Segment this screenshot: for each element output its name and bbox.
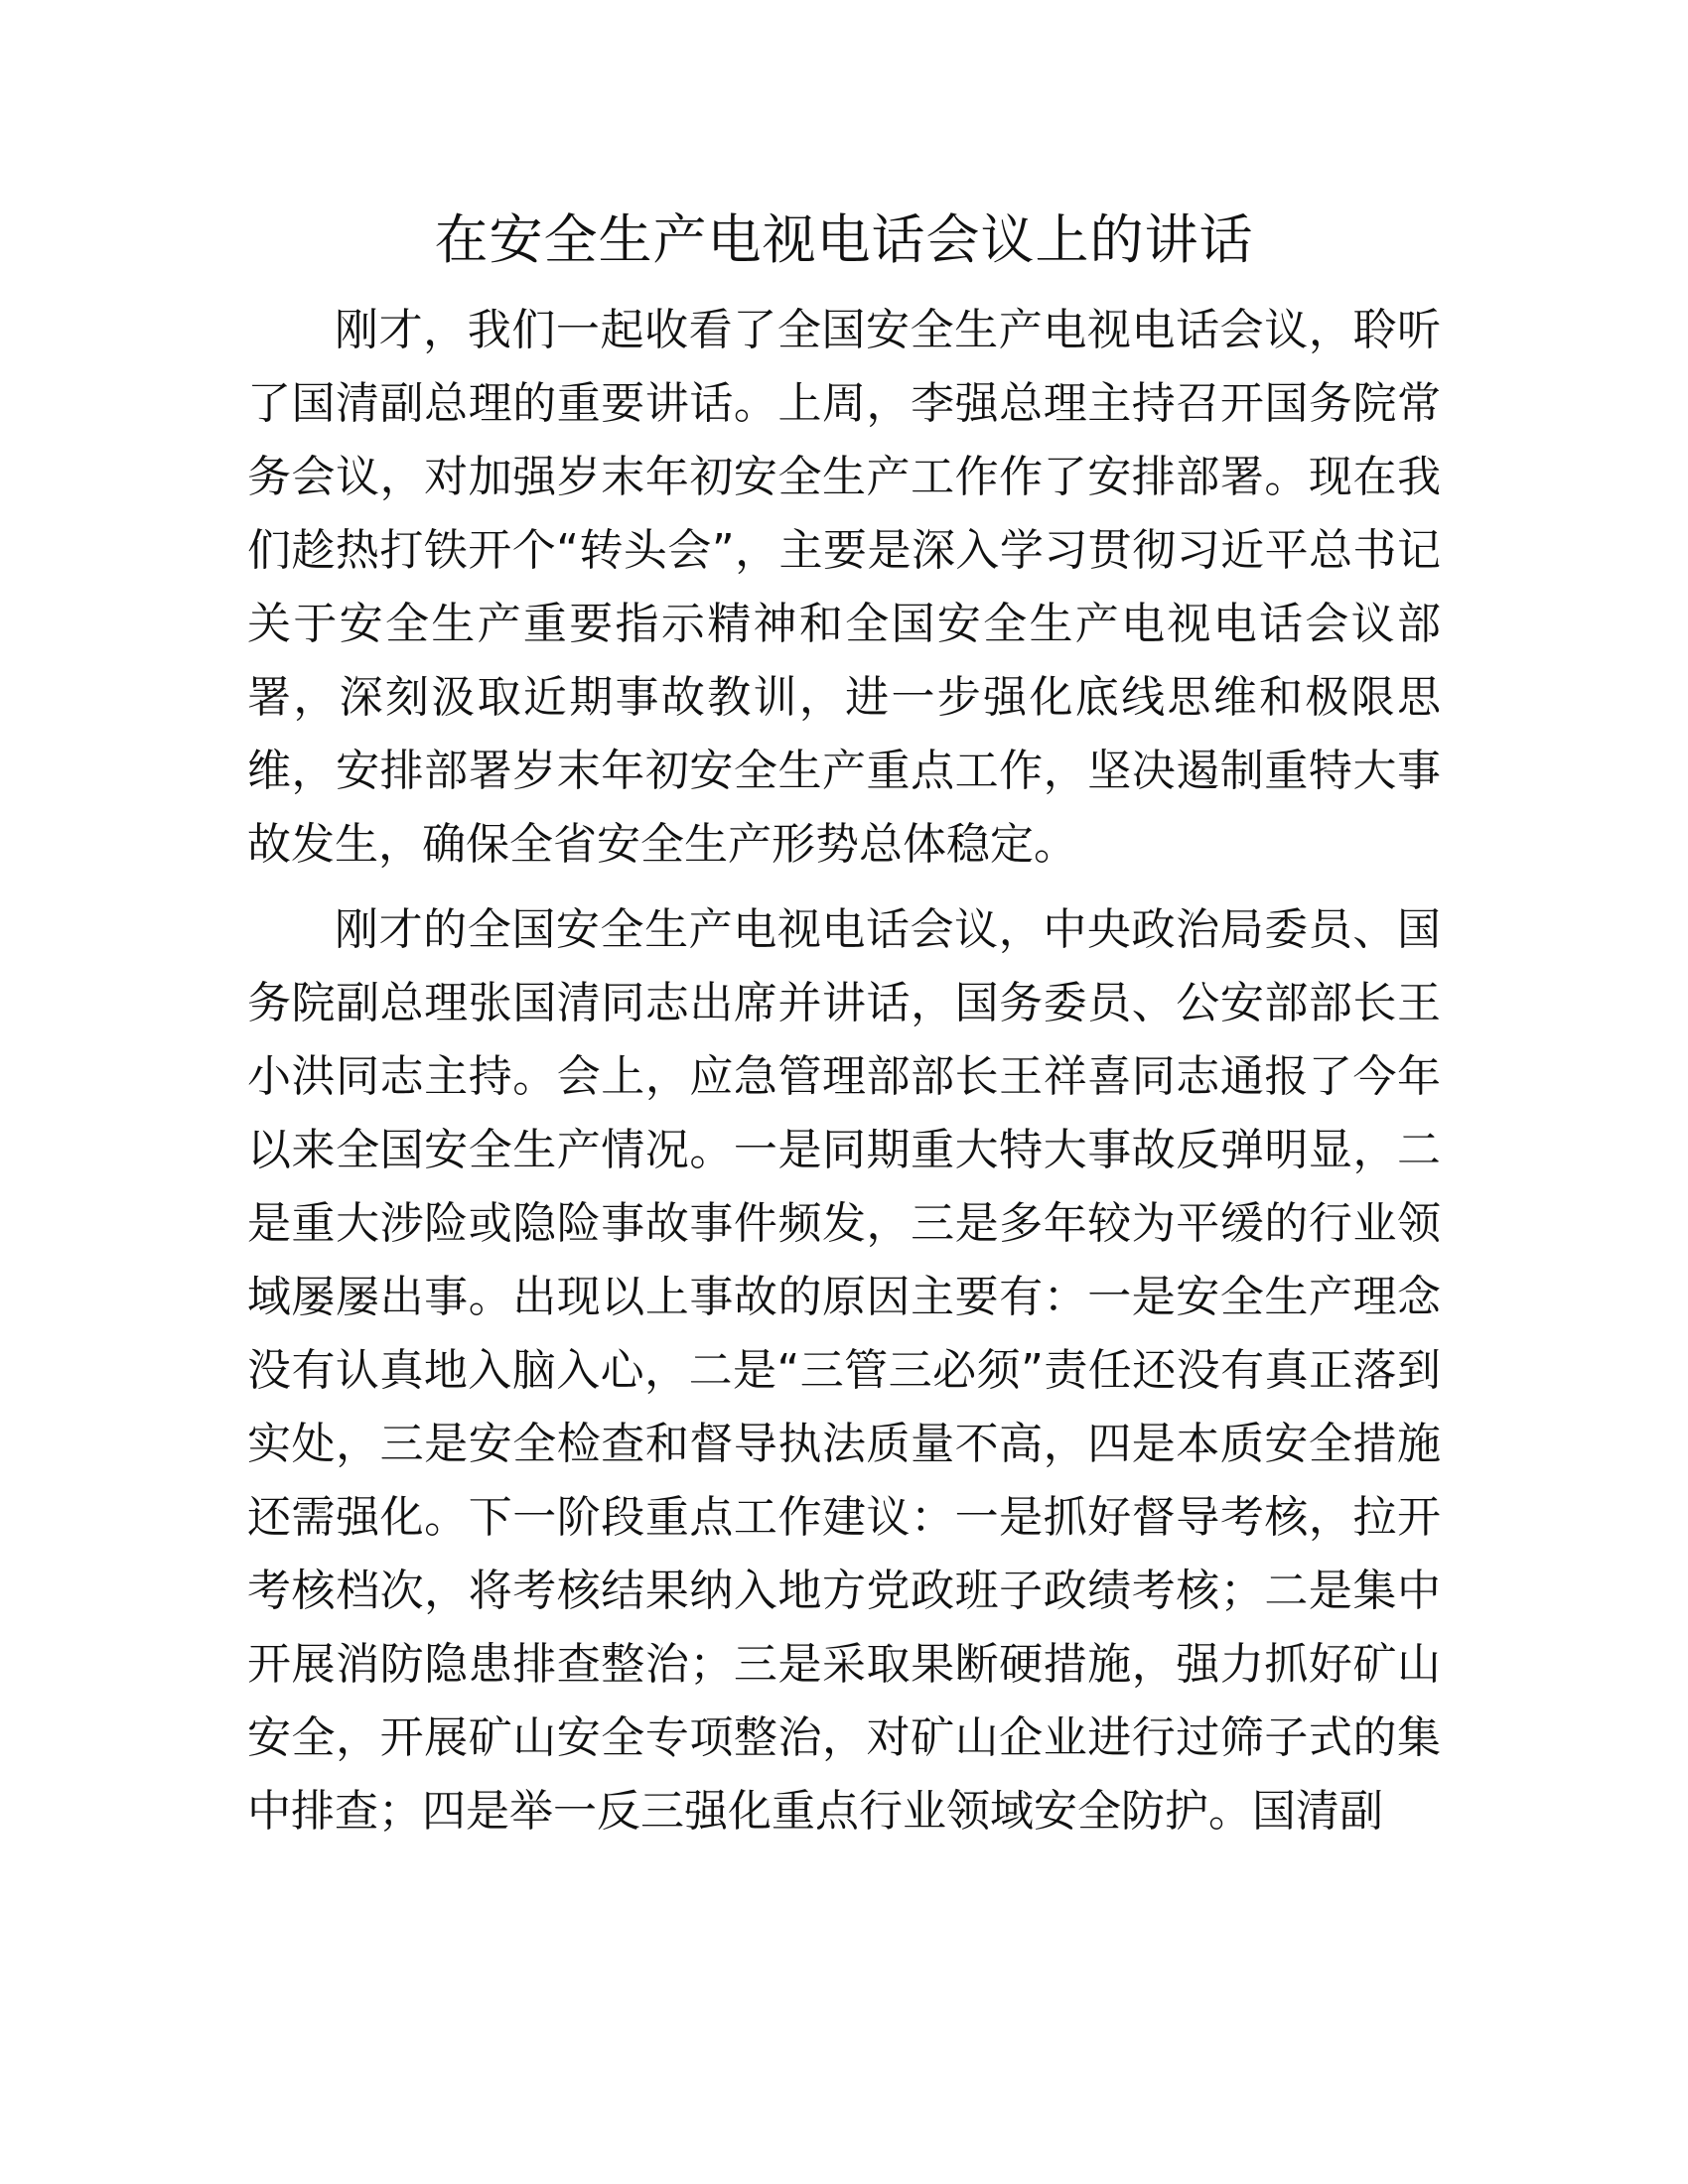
document-body <box>247 294 1441 1860</box>
document-title: 在安全生产电视电话会议上的讲话 <box>434 208 1254 271</box>
paragraph-1: 刚才，我们一起收看了全国安全生产电视电话会议，聆听了国清副总理的重要讲话。上周，李强总理主持召开国务院常务会议，对加强岁末年初安全生产工作作了安排部署。现在我们趁热打铁开个“转头会”，主要是深入学习贯彻习近平总书记关于安全生产重要指示精神和全国安全生产电视电话会议部署，深刻汲取近期事故教训，进一步强化底线思维和极限思维，安排部署岁末年初安全生产重点工作，坚决遏制重特大事故发生，确保全省安全生产形势总体稳定。 <box>247 305 1441 870</box>
paragraph-2: 刚才的全国安全生产电视电话会议，中央政治局委员、国务院副总理张国清同志出席并讲话，国务委员、公安部部长王小洪同志主持。会上，应急管理部部长王祥喜同志通报了今年以来全国安全生产情况。一是同期重大特大事故反弹明显，二是重大涉险或隐险事故事件频发，三是多年较为平缓的行业领域屡屡出事。出现以上事故的原因主要有：一是安全生产理念没有认真地入脑入心，二是“三管三必须”责任还没有真正落到实处，三是安全检查和督导执法质量不高，四是本质安全措施还需强化。下一阶段重点工作建议：一是抓好督导考核，拉开考核档次，将考核结果纳入地方党政班子政绩考核；二是集中开展消防隐患排查整治；三是采取果断硬措施，强力抓好矿山安全，开展矿山安全专项整治，对矿山企业进行过筛子式的集中排查；四是举一反三强化重点行业领域安全防护。国清副 <box>247 904 1441 1837</box>
